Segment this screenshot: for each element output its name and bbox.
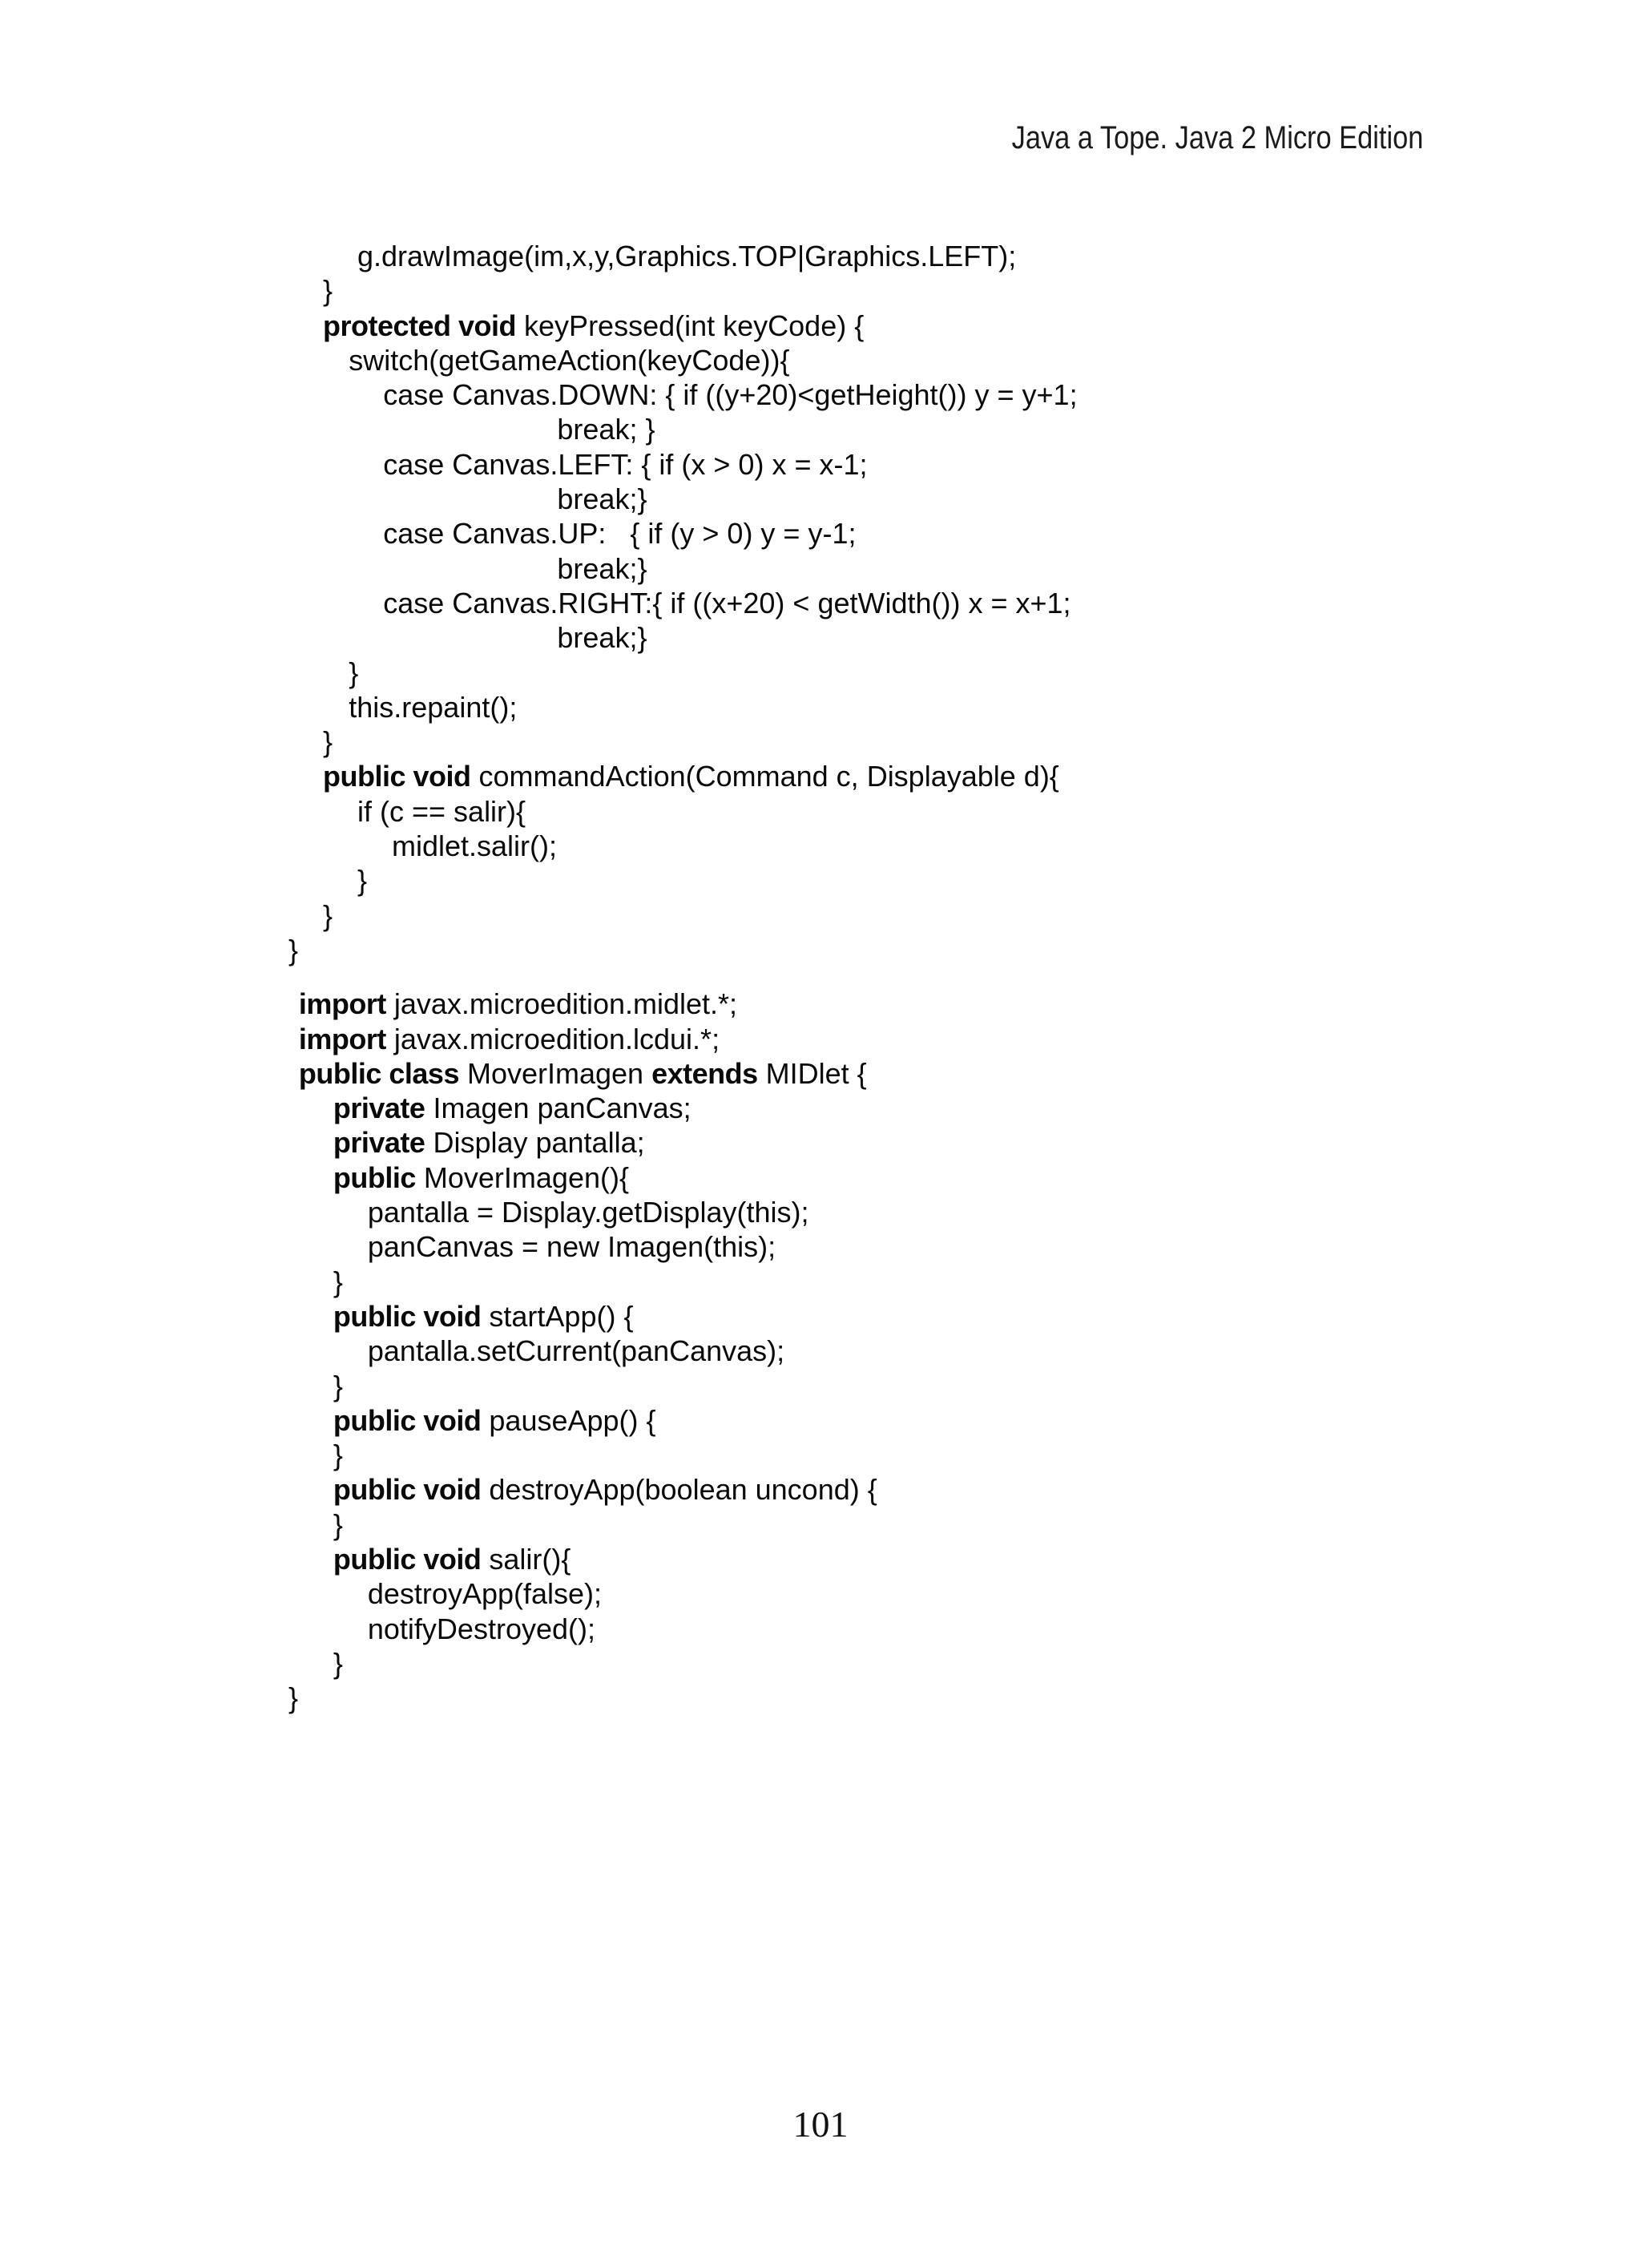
code-line bbox=[288, 1646, 1545, 1681]
code-line bbox=[288, 690, 1545, 724]
code-line bbox=[288, 239, 1545, 273]
code-text: break; } bbox=[557, 413, 655, 446]
code-text: MoverImagen bbox=[458, 1056, 652, 1090]
code-line bbox=[288, 1160, 1545, 1195]
code-line bbox=[288, 1369, 1545, 1403]
code-keyword: private bbox=[333, 1126, 425, 1160]
code-text: pauseApp() { bbox=[481, 1403, 656, 1437]
code-text: } bbox=[349, 656, 359, 689]
code-text: } bbox=[333, 1507, 343, 1541]
code-text: Display pantalla; bbox=[425, 1126, 645, 1160]
code-line bbox=[288, 656, 1545, 690]
code-line bbox=[288, 1681, 1545, 1715]
code-line bbox=[288, 273, 1545, 308]
code-line bbox=[288, 933, 1545, 967]
code-line bbox=[288, 863, 1545, 898]
code-block-moverimagen-class bbox=[288, 987, 1545, 1715]
code-line bbox=[288, 1507, 1545, 1542]
code-text: panCanvas = new Imagen(this); bbox=[367, 1230, 776, 1264]
code-text: } bbox=[333, 1265, 343, 1298]
code-text: } bbox=[333, 1439, 343, 1472]
code-text: this.repaint(); bbox=[349, 690, 518, 724]
code-text: notifyDestroyed(); bbox=[367, 1612, 595, 1645]
code-block-imagen-class bbox=[288, 239, 1545, 967]
code-keyword: public void bbox=[323, 760, 471, 793]
code-text: if (c == salir){ bbox=[357, 794, 526, 828]
code-text: commandAction(Command c, Displayable d){ bbox=[470, 760, 1059, 793]
code-line bbox=[288, 1542, 1545, 1576]
code-text: destroyApp(boolean uncond) { bbox=[481, 1473, 877, 1507]
code-keyword: private bbox=[333, 1092, 425, 1125]
code-line bbox=[288, 1438, 1545, 1472]
code-line bbox=[288, 586, 1545, 620]
code-text: } bbox=[323, 274, 333, 308]
code-line bbox=[288, 1229, 1545, 1264]
code-keyword: public bbox=[333, 1160, 416, 1194]
code-keyword: public void bbox=[333, 1299, 482, 1333]
code-text: } bbox=[333, 1369, 343, 1402]
code-line bbox=[288, 1299, 1545, 1334]
running-header: Java a Tope. Java 2 Micro Edition bbox=[1011, 120, 1423, 155]
code-text: case Canvas.UP: { if (y > 0) y = y-1; bbox=[383, 517, 857, 551]
code-text: g.drawImage(im,x,y,Graphics.TOP|Graphics.LEFT); bbox=[357, 240, 1017, 272]
code-text: MIDlet { bbox=[757, 1056, 867, 1090]
code-keyword: public void bbox=[333, 1473, 482, 1507]
code-text: case Canvas.RIGHT:{ if ((x+20) < getWidth()) x = x+1; bbox=[383, 586, 1071, 619]
code-text: } bbox=[288, 933, 299, 967]
code-line bbox=[288, 1022, 1545, 1056]
code-text: destroyApp(false); bbox=[367, 1577, 603, 1611]
code-text: javax.microedition.lcdui.*; bbox=[385, 1022, 720, 1055]
code-text: break;} bbox=[557, 551, 647, 585]
code-line bbox=[288, 1576, 1545, 1611]
code-text: midlet.salir(); bbox=[392, 829, 558, 863]
code-line bbox=[288, 377, 1545, 412]
code-text: javax.microedition.midlet.*; bbox=[385, 987, 738, 1021]
code-keyword: public void bbox=[333, 1542, 482, 1576]
code-keyword: public class bbox=[298, 1056, 459, 1090]
code-line bbox=[288, 1091, 1545, 1125]
code-line bbox=[288, 551, 1545, 586]
code-line bbox=[288, 309, 1545, 343]
code-keyword: public void bbox=[333, 1403, 482, 1437]
code-keyword: import bbox=[298, 987, 386, 1021]
code-text: } bbox=[288, 1681, 299, 1715]
code-text: break;} bbox=[557, 482, 647, 516]
code-line bbox=[288, 1472, 1545, 1507]
code-keyword: import bbox=[298, 1022, 386, 1055]
code-line bbox=[288, 516, 1545, 551]
code-text: salir(){ bbox=[481, 1542, 571, 1576]
code-keyword: extends bbox=[651, 1056, 758, 1090]
code-line bbox=[288, 620, 1545, 655]
code-listing bbox=[288, 239, 1545, 1715]
code-line bbox=[288, 1195, 1545, 1229]
code-line bbox=[288, 759, 1545, 793]
code-text: pantalla.setCurrent(panCanvas); bbox=[367, 1334, 785, 1368]
code-line bbox=[288, 794, 1545, 829]
code-text: break;} bbox=[557, 621, 647, 655]
code-line bbox=[288, 1334, 1545, 1368]
code-text: } bbox=[357, 864, 368, 898]
code-line bbox=[288, 482, 1545, 516]
code-line bbox=[288, 1265, 1545, 1299]
code-text: startApp() { bbox=[481, 1299, 634, 1333]
code-text: pantalla = Display.getDisplay(this); bbox=[367, 1196, 809, 1229]
code-line bbox=[288, 829, 1545, 863]
code-text: case Canvas.DOWN: { if ((y+20)<getHeight()) y = y+1; bbox=[383, 378, 1078, 412]
code-text: } bbox=[323, 898, 333, 932]
code-line bbox=[288, 447, 1545, 482]
code-line bbox=[288, 724, 1545, 759]
code-line bbox=[288, 898, 1545, 933]
code-line bbox=[288, 1125, 1545, 1160]
code-line bbox=[288, 987, 1545, 1021]
code-line bbox=[288, 1612, 1545, 1646]
code-text: switch(getGameAction(keyCode)){ bbox=[349, 343, 790, 377]
code-text: } bbox=[333, 1646, 343, 1680]
code-text: Imagen panCanvas; bbox=[425, 1092, 691, 1125]
page-number: 101 bbox=[792, 2104, 849, 2145]
code-line bbox=[288, 1056, 1545, 1091]
code-line bbox=[288, 1403, 1545, 1438]
code-text: keyPressed(int keyCode) { bbox=[516, 309, 865, 342]
code-keyword: protected void bbox=[323, 309, 517, 342]
code-text: MoverImagen(){ bbox=[415, 1160, 629, 1194]
code-line bbox=[288, 343, 1545, 377]
code-text: case Canvas.LEFT: { if (x > 0) x = x-1; bbox=[383, 447, 868, 481]
code-text: } bbox=[323, 725, 333, 759]
code-line bbox=[288, 412, 1545, 446]
